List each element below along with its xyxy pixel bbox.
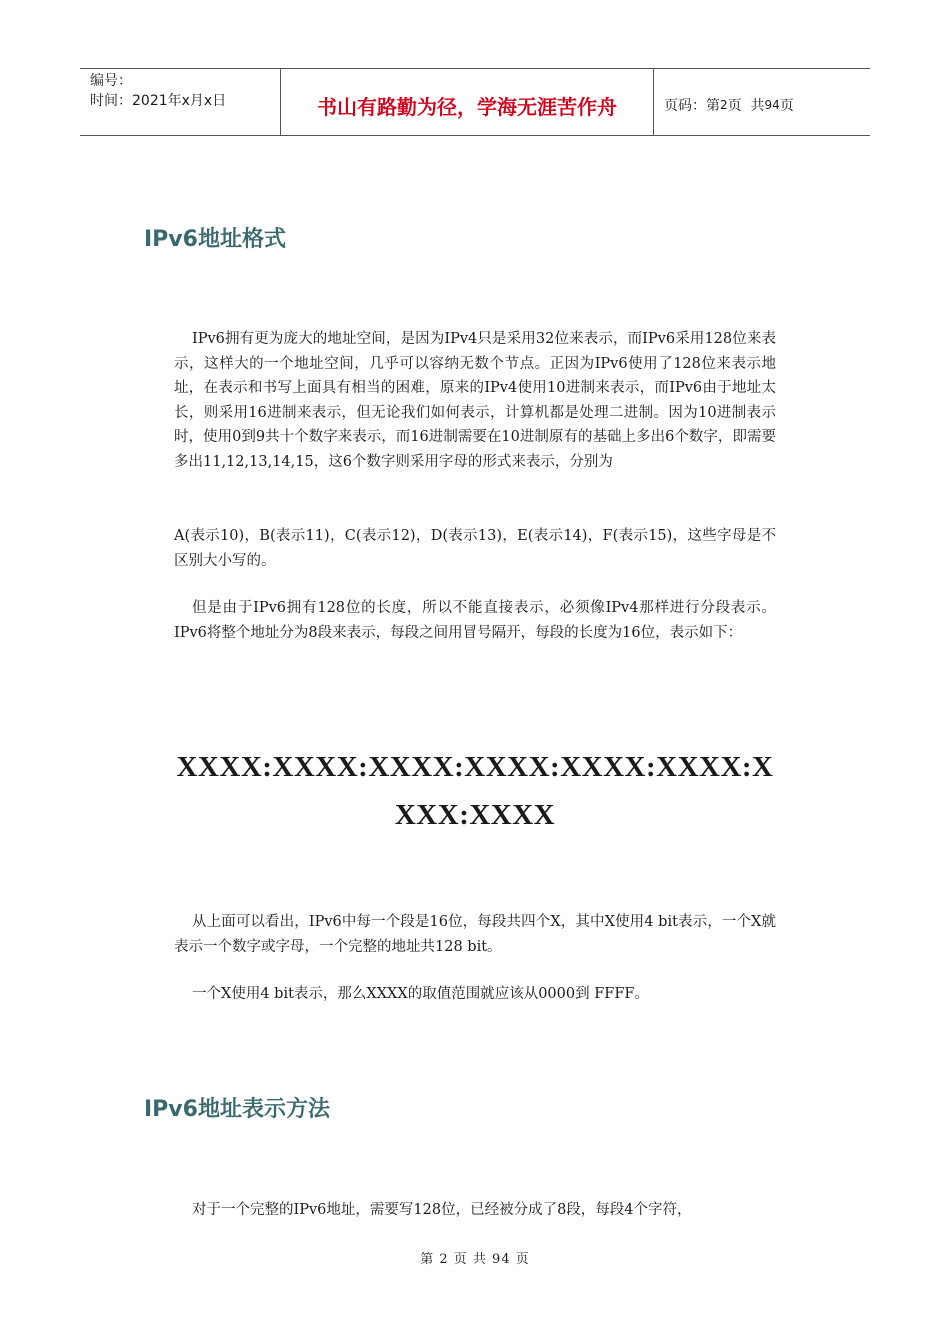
page-mid: 页 共	[727, 98, 765, 114]
paragraph-letters: A(表示10)，B(表示11)，C(表示12)，D(表示13)，E(表示14)，F(表示15)，这些字母是不区别大小写的。	[174, 528, 776, 569]
page-label: 页码：第	[664, 98, 720, 114]
page-number: 2	[720, 98, 728, 112]
page-total: 94	[764, 98, 780, 112]
document-header	[80, 68, 870, 136]
section-title-representation: IPv6地址表示方法	[144, 1097, 330, 1122]
address-format: XXXX:XXXX:XXXX:XXXX:XXXX:XXXX:XXXX:XXXX	[176, 751, 774, 831]
number-label: 编号：	[90, 73, 132, 89]
paragraph-range: 一个X使用4 bit表示，那么XXXX的取值范围就应该从0000到 FFFF。	[192, 986, 649, 1002]
page-end: 页	[779, 98, 794, 114]
paragraph-segment-bits: 从上面可以看出，IPv6中每一个段是16位，每段共四个X，其中X使用4 bit表示，一个X就表示一个数字或字母，一个完整的地址共128 bit。	[174, 914, 776, 955]
header-page-info	[654, 69, 870, 135]
paragraph-representation: 对于一个完整的IPv6地址，需要写128位，已经被分成了8段，每段4个字符，	[192, 1202, 692, 1218]
paragraph-intro: IPv6拥有更为庞大的地址空间，是因为IPv4只是采用32位来表示，而IPv6采用128位来表示，这样大的一个地址空间，几乎可以容纳无数个节点。正因为IPv6使用了128位来表示地址，在表示和书写上面具有相当的困难，原来的IPv4使用10进制来表示，而IPv6由于地址太长，则采用16进制来表示，但无论我们如何表示，计算机都是处理二进制。因为10进制表示时，使用0到9共十个数字来表示，而16进制需要在10进制原有的基础上多出6个数字，即需要多出11,12,13,14,15，这6个数字则采用字母的形式来表示，分别为	[174, 331, 776, 470]
page-footer: 第 2 页 共 94 页	[420, 1252, 530, 1267]
header-motto: 书山有路勤为径，学海无涯苦作舟	[281, 69, 654, 135]
section-title-format: IPv6地址格式	[144, 227, 286, 252]
header-meta	[80, 69, 281, 135]
time-label: 时间：2021年x月x日	[90, 93, 227, 109]
paragraph-segments: 但是由于IPv6拥有128位的长度，所以不能直接表示，必须像IPv4那样进行分段表示。IPv6将整个地址分为8段来表示，每段之间用冒号隔开，每段的长度为16位，表示如下：	[174, 600, 776, 641]
